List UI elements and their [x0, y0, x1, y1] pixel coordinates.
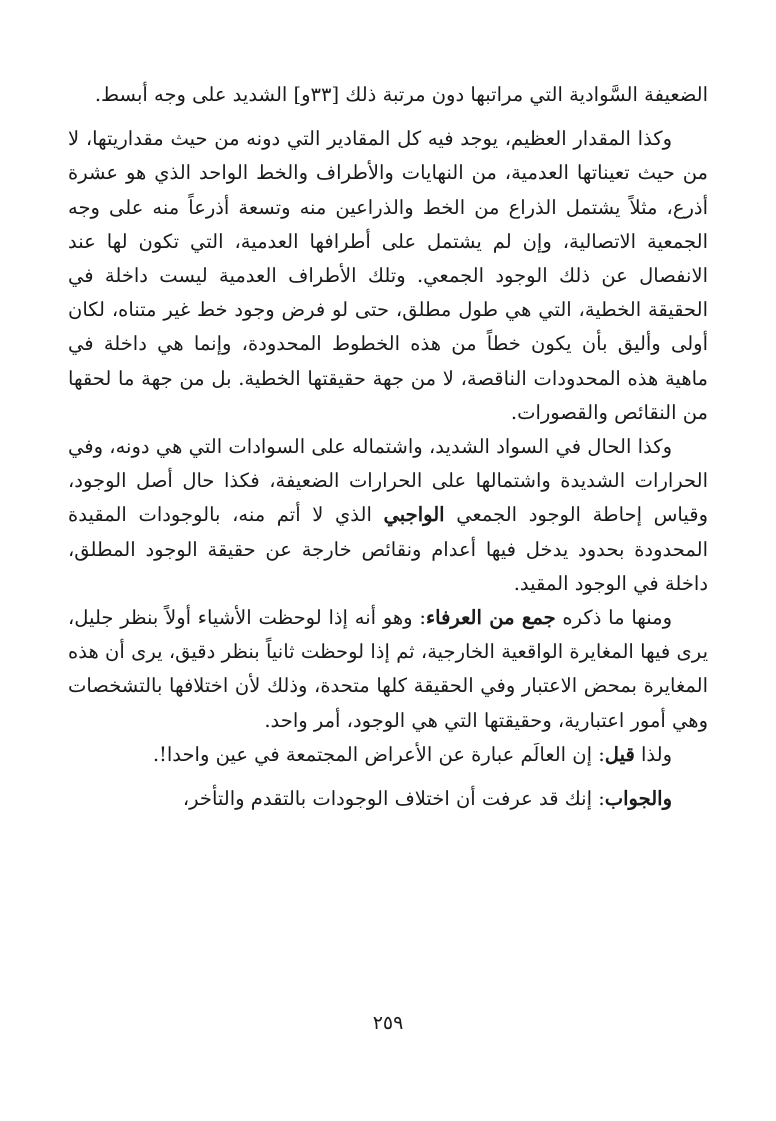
- paragraph-5-text-end: : إن العالَم عبارة عن الأعراض المجتمعة في عين واحدا!.: [152, 742, 605, 766]
- paragraph-3-text-start: وكذا الحال في السواد الشديد، واشتماله على السوادات التي هي دونه، وفي الحرارات الشديدة واشتمالها على الحرارات الضعيفة، فكذا حال أصل الوجود، وقياس إحاطة الوجود الجمعي: [68, 435, 708, 527]
- paragraph-4-text-start: ومنها ما ذكره: [555, 606, 672, 630]
- paragraph-6-bold-term: والجواب: [604, 787, 672, 811]
- paragraph-5-text-start: ولذا: [634, 742, 672, 766]
- paragraph-6: [68, 782, 708, 816]
- paragraph-1-text: الضعيفة السَّوادية التي مراتبها دون مرتبة ذلك [٣٣و] الشديد على وجه أبسط.: [94, 83, 708, 106]
- paragraph-3-bold-term: الواجبي: [383, 503, 445, 527]
- paragraph-3-text-end: الذي لا أتم منه، بالوجودات المقيدة المحدودة بحدود يدخل فيها أعدام ونقائص خارجة عن حقيقة الوجود المطلق، داخلة في الوجود المقيد.: [68, 503, 708, 595]
- paragraph-2-text: وكذا المقدار العظيم، يوجد فيه كل المقادير التي دونه من حيث مقداريتها، لا من حيث تعيناتها العدمية، من النهايات والأطراف والخط الواحد الذي هو عشرة أذرع، مثلاً يشتمل الذراع من الخط والذراعين منه وتسعة أذرعاً منه على وجه الجمعية الاتصالية، وإن لم يشتمل على أطرافها العدمية، التي تكون لها عند الانفصال عن ذلك الوجود الجمعي. وتلك الأطراف العدمية ليست داخلة في الحقيقة الخطية، التي هي طول مطلق، حتى لو فرض وجود خط غير متناه، لكان أولى وأليق بأن يكون خطاً من هذه الخطوط المحدودة، وإنما هي داخلة في ماهية هذه المحدودات الناقصة، لا من جهة حقيقتها الخطية. بل من جهة ما لحقها من النقائص والقصورات.: [68, 127, 708, 424]
- paragraph-6-text-end: : إنك قد عرفت أن اختلاف الوجودات بالتقدم والتأخر،: [182, 787, 605, 811]
- document-page: [68, 78, 708, 816]
- paragraph-4: [68, 601, 708, 738]
- page-number: ٢٥٩: [372, 1012, 404, 1034]
- paragraph-5-bold-term: قيل: [604, 742, 635, 766]
- paragraph-4-bold-term: جمع من العرفاء: [425, 606, 556, 630]
- paragraph-4-text-end: : وهو أنه إذا لوحظت الأشياء أولاً بنظر جليل، يرى فيها المغايرة الواقعية الخارجية، ثم إذا لوحظت ثانياً بنظر دقيق، يرى أن هذه المغايرة بمحض الاعتبار وفي الحقيقة كلها متحدة، وذلك لأن اختلافها بالتشخصات وهي أمور اعتبارية، وحقيقتها التي هي الوجود، أمر واحد.: [68, 606, 708, 732]
- paragraph-1: [68, 78, 708, 112]
- paragraph-2: [68, 122, 708, 430]
- paragraph-3: [68, 430, 708, 601]
- paragraph-5: [68, 738, 708, 772]
